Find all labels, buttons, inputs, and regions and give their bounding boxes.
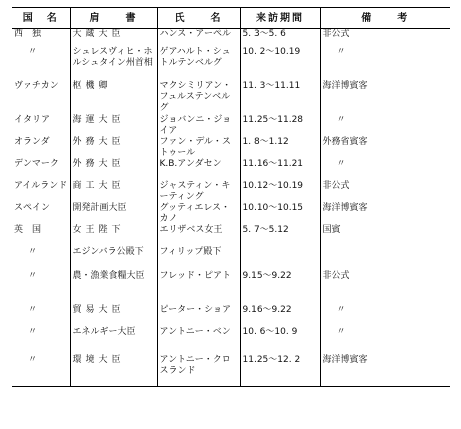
name-cell: マクシミリアン・フュルステンベルグ: [157, 81, 240, 115]
period-cell: 11. 3〜11.11: [240, 81, 320, 115]
period-cell: 10. 2〜10.19: [240, 47, 320, 81]
country-cell: イタリア: [14, 114, 51, 125]
note-cell: 非公式: [320, 271, 450, 305]
period-cell: 1. 8〜1.12: [240, 137, 320, 159]
period-cell: 10.12〜10.19: [240, 181, 320, 203]
table-row: [12, 115, 450, 137]
name-cell: エリザベス女王: [157, 225, 240, 247]
title-cell: 外務大臣: [70, 159, 157, 181]
header-country: 国 名: [12, 8, 70, 29]
title-cell: 大蔵大臣: [70, 29, 157, 47]
title-cell: 商工大臣: [70, 181, 157, 203]
note-cell: 海洋博賓客: [320, 81, 450, 115]
note-cell: 海洋博賓客: [320, 355, 450, 387]
country-cell: 〃: [28, 304, 38, 315]
table-row: [12, 47, 450, 81]
table-row: [12, 181, 450, 203]
name-cell: ピーター・ショア: [157, 305, 240, 327]
table-row: [12, 225, 450, 247]
country-cell: デンマーク: [14, 158, 59, 169]
country-cell: 西 独: [14, 29, 42, 39]
visitor-table-sheet: [12, 7, 450, 387]
title-cell: 環境大臣: [70, 355, 157, 387]
period-cell: 10.10〜10.15: [240, 203, 320, 225]
name-cell: フレッド・ピアト: [157, 271, 240, 305]
country-cell: 〃: [28, 46, 38, 57]
name-cell: フィリップ殿下: [157, 247, 240, 271]
header-note: 備 考: [320, 8, 450, 29]
title-cell: エネルギー大臣: [70, 327, 157, 355]
title-cell: 外務大臣: [70, 137, 157, 159]
country-cell: 〃: [12, 355, 70, 387]
name-cell: K.B.アンダセン: [157, 159, 240, 181]
period-cell: 5. 7〜5.12: [240, 225, 320, 247]
foreign-visitors-table: [12, 7, 450, 387]
table-row: [12, 203, 450, 225]
note-cell: 〃: [320, 305, 450, 327]
period-cell: 5. 3〜5. 6: [240, 29, 320, 47]
header-title: 肩 書: [70, 8, 157, 29]
table-row: [12, 29, 450, 47]
name-cell: アントニー・クロスランド: [157, 355, 240, 387]
period-cell: 9.15〜9.22: [240, 271, 320, 305]
period-cell: [240, 247, 320, 271]
period-cell: 11.25〜12. 2: [240, 355, 320, 387]
title-cell: 海運大臣: [70, 115, 157, 137]
name-cell: ハンス・アーペル: [157, 29, 240, 47]
note-cell: 非公式: [320, 181, 450, 203]
table-row: [12, 247, 450, 271]
note-cell: 非公式: [320, 29, 450, 47]
name-cell: ゲアハルト・シュトルテンベルグ: [157, 47, 240, 81]
country-cell: 〃: [28, 246, 38, 257]
period-cell: 9.16〜9.22: [240, 305, 320, 327]
table-header-row: [12, 8, 450, 29]
name-cell: ファン・デル・ストゥール: [157, 137, 240, 159]
country-cell: アイルランド: [14, 180, 68, 191]
name-cell: アントニー・ベン: [157, 327, 240, 355]
title-cell: 農・漁業食糧大臣: [70, 271, 157, 305]
table-row: [12, 81, 450, 115]
country-cell: ヴァチカン: [14, 80, 59, 91]
note-cell: 〃: [320, 159, 450, 181]
period-cell: 10. 6〜10. 9: [240, 327, 320, 355]
title-cell: 女王陛下: [70, 225, 157, 247]
header-name: 氏 名: [157, 8, 240, 29]
title-cell: 枢機卿: [70, 81, 157, 115]
note-cell: 〃: [320, 327, 450, 355]
note-cell: 国賓: [320, 225, 450, 247]
table-row: [12, 137, 450, 159]
note-cell: 〃: [320, 47, 450, 81]
country-cell: 〃: [28, 270, 38, 281]
table-row: [12, 327, 450, 355]
table-row: [12, 159, 450, 181]
title-cell: 開発計画大臣: [70, 203, 157, 225]
note-cell: 外務省賓客: [320, 137, 450, 159]
table-row: [12, 305, 450, 327]
table-row: [12, 355, 450, 387]
header-period: 来訪期間: [240, 8, 320, 29]
country-cell: スペイン: [14, 202, 51, 213]
table-body: [12, 29, 450, 387]
period-cell: 11.16〜11.21: [240, 159, 320, 181]
country-cell: オランダ: [14, 136, 50, 147]
table-row: [12, 271, 450, 305]
name-cell: グッティエレス・カノ: [157, 203, 240, 225]
title-cell: エジンバラ公殿下: [70, 247, 157, 271]
name-cell: ジャスティン・キーティング: [157, 181, 240, 203]
note-cell: 海洋博賓客: [320, 203, 450, 225]
country-cell: 英 国: [14, 224, 42, 235]
name-cell: ジョバンニ・ジョイア: [157, 115, 240, 137]
country-cell: 〃: [28, 326, 38, 337]
note-cell: 〃: [320, 115, 450, 137]
title-cell: シュレスヴィヒ・ホルシュタイン州首相: [70, 47, 157, 81]
period-cell: 11.25〜11.28: [240, 115, 320, 137]
note-cell: [320, 247, 450, 271]
title-cell: 貿易大臣: [70, 305, 157, 327]
